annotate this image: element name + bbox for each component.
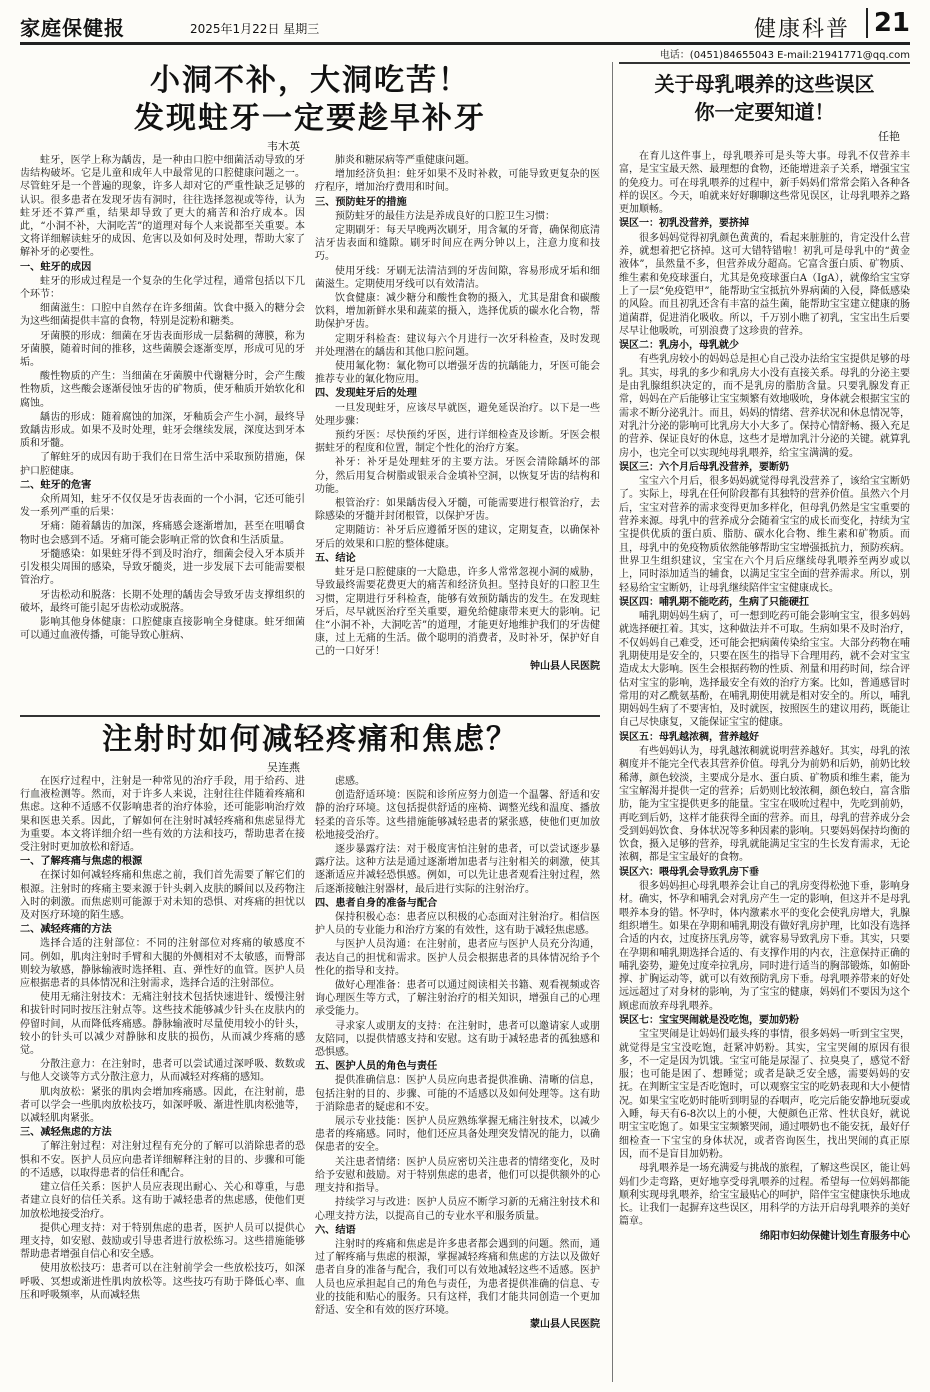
paragraph: 很多妈妈觉得初乳颜色黄黄的，看起来脏脏的，肯定没什么营养，就想着把它挤掉。这可大错特错啦！初乳可是母乳中的“黄金液体”，虽然量不多，但营养成分超高。它富含蛋白质、矿物质、维生素和免疫球蛋白，尤其是免疫球蛋白A（IgA），就像给宝宝穿上了一层“免疫铠甲”，能帮助宝宝抵抗外界病菌的入侵，降低感染的风险。而且初乳还含有丰富的益生菌，能帮助宝宝建立健康的肠道菌群，促进消化吸收。所以，千万别小瞧了初乳，宝宝出生后要尽早让他吸吮，可别浪费了这珍贵的营养。 [619, 232, 910, 337]
paragraph: 根管治疗：如果龋齿侵入牙髓，可能需要进行根管治疗，去除感染的牙髓并封闭根管，以保护牙齿。 [315, 498, 600, 523]
paragraph: 增加经济负担：蛀牙如果不及时补救，可能导致更复杂的医疗程序，增加治疗费用和时间。 [315, 169, 600, 194]
subheading: 误区六：喂母乳会导致乳房下垂 [619, 866, 759, 878]
page-number: 21 [866, 8, 910, 38]
article-injection-column-1 [20, 775, 305, 1375]
right-area [612, 62, 910, 1382]
subheading: 误区三：六个月后母乳没营养，要断奶 [619, 461, 789, 473]
article-injection [20, 721, 600, 1375]
paragraph: 注射时的疼痛和焦虑是许多患者都会遇到的问题。然而，通过了解疼痛与焦虑的根源，掌握减轻疼痛和焦虑的方法以及做好患者自身的准备与配合，我们可以有效地减轻这些不适感。医护人员也应承担起自己的角色与责任，为患者提供准确的信息、专业的技能和贴心的服务。只有这样，我们才能共同创造一个更加舒适、安全和有效的医疗环境。 [315, 1238, 600, 1316]
paragraph: 持续学习与改进：医护人员应不断学习新的无痛注射技术和心理支持方法，以提高自己的专业水平和服务质量。 [315, 1197, 600, 1222]
article-breastfeeding-body [619, 150, 910, 1243]
author-affiliation: 钟山县人民医院 [530, 660, 600, 672]
article-tooth-column-2 [315, 154, 600, 709]
subheading: 一、蛀牙的成因 [20, 261, 92, 273]
paragraph: 定期刷牙：每天早晚两次刷牙，用含氟的牙膏，确保彻底清洁牙齿表面和缝隙。刷牙时间应在两分钟以上，注意力度和技巧。 [315, 225, 600, 263]
article-injection-title: 注射时如何减轻疼痛和焦虑？ [102, 722, 518, 757]
paragraph: 寻求家人或朋友的支持：在注射时，患者可以邀请家人或朋友陪同，以提供情感支持和安慰。这有助于减轻患者的孤独感和恐惧感。 [315, 1020, 600, 1059]
paragraph: 酸性物质的产生：当细菌在牙菌膜中代谢糖分时，会产生酸性物质，这些酸会逐渐侵蚀牙齿的矿物质，使牙釉质开始软化和腐蚀。 [20, 371, 305, 409]
subheading: 误区五：母乳越浓稠，营养越好 [619, 731, 759, 743]
paragraph: 一旦发现蛀牙，应该尽早就医，避免延误治疗。以下是一些处理步骤： [315, 402, 600, 427]
paragraph: 牙菌膜的形成：细菌在牙齿表面形成一层黏稠的薄膜，称为牙菌膜，随着时间的推移，这些菌膜会逐渐变厚，形成可见的牙垢。 [20, 330, 305, 369]
paragraph: 创造舒适环境：医院和诊所应努力创造一个温馨、舒适和安静的治疗环境。这包括提供舒适的座椅、调整光线和温度、播放轻柔的音乐等。这些措施能够减轻患者的紧张感，使他们更加放松地接受治疗。 [315, 790, 600, 841]
paragraph: 定期牙科检查：建议每六个月进行一次牙科检查，及时发现并处理潜在的龋齿和其他口腔问题。 [315, 333, 600, 358]
paragraph: 提供准确信息：医护人员应向患者提供准确、清晰的信息，包括注射的目的、步骤、可能的不适感以及如何处理等。这有助于消除患者的疑虑和不安。 [315, 1075, 600, 1113]
paragraph: 逐步暴露疗法：对于极度害怕注射的患者，可以尝试逐步暴露疗法。这种方法是通过逐渐增加患者与注射相关的刺激，使其逐渐适应并减轻恐惧感。例如，可以先让患者观看注射过程，然后逐渐接触注射器材，最后进行实际的注射治疗。 [315, 844, 600, 895]
article-tooth-column-1 [20, 154, 305, 709]
paragraph: 选择合适的注射部位：不同的注射部位对疼痛的敏感度不同。例如，肌肉注射时手臂和大腿的外侧相对不太敏感，而臀部则较为敏感，静脉输液时选择粗、直、弹性好的血管。医护人员应根据患者的具体情况和注射需求，选择合适的注射部位。 [20, 938, 305, 990]
article-injection-author: 吴连燕 [267, 761, 300, 774]
article-injection-column-2 [315, 775, 600, 1375]
section-name: 健康科普 [753, 17, 850, 42]
paragraph: 了解蛀牙的成因有助于我们在日常生活中采取预防措施，保护口腔健康。 [20, 452, 305, 477]
article-tooth-author: 韦木英 [267, 140, 300, 153]
article-divider [20, 715, 600, 717]
paper-name: 家庭保健报 [20, 16, 125, 40]
subheading: 五、结论 [315, 552, 356, 564]
paragraph: 影响其他身体健康：口腔健康直接影响全身健康。蛀牙细菌可以通过血液传播，可能导致心脏病、 [20, 616, 305, 642]
paragraph: 使用牙线：牙刷无法清洁到的牙齿间隙，容易形成牙垢和细菌滋生。定期使用牙线可以有效清洁。 [315, 265, 600, 290]
paragraph: 肺炎和糖尿病等严重健康问题。 [335, 155, 475, 166]
article-breastfeeding [619, 62, 910, 1243]
paragraph: 有些妈妈认为，母乳越浓稠就说明营养越好。其实，母乳的浓稠度并不能完全代表其营养价值。母乳分为前奶和后奶，前奶比较稀薄，颜色较淡，主要成分是水、蛋白质、矿物质和维生素，能为宝宝解渴并提供一定的营养；后奶则比较浓稠，颜色较白，富含脂肪，能为宝宝提供更多的能量。宝宝在吸吮过程中，先吃到前奶，再吃到后奶，这样才能获得全面的营养。而且，母乳的营养成分会受到妈妈饮食、身体状况等多种因素的影响。只要妈妈保持均衡的饮食，摄入足够的营养，母乳就能满足宝宝的生长发育需求，无论浓稠，都是宝宝最好的食物。 [619, 746, 910, 864]
article-breastfeeding-title-line1: 关于母乳喂养的这些误区 [619, 62, 910, 98]
paragraph: 牙髓感染：如果蛀牙得不到及时治疗，细菌会侵入牙本质并引发根尖周围的感染，导致牙髓炎，进一步发展下去可能需要根管治疗。 [20, 548, 305, 587]
subheading: 四、发现蛀牙后的处理 [315, 388, 417, 400]
paragraph: 使用放松技巧：患者可以在注射前学会一些放松技巧，如深呼吸、冥想或渐进性肌肉放松等。这些技巧有助于降低心率、血压和呼吸频率，从而减轻焦 [20, 1263, 305, 1301]
paragraph: 预约牙医：尽快预约牙医，进行详细检查及诊断。牙医会根据蛀牙的程度和位置，制定个性化的治疗方案。 [315, 430, 600, 455]
paragraph: 牙齿松动和脱落：长期不处理的龋齿会导致牙齿支撑组织的破坏，最终可能引起牙齿松动或脱落。 [20, 589, 305, 614]
paragraph: 很多妈妈担心母乳喂养会让自己的乳房变得松弛下垂，影响身材。确实，怀孕和哺乳会对乳房产生一定的影响，但这并不是母乳喂养本身的错。怀孕时，体内激素水平的变化会使乳房增大，乳腺组织增生。如果在孕期和哺乳期没有做好乳房护理，比如没有选择合适的内衣，过度挤压乳房等，就容易导致乳房下垂。其实，只要在孕期和哺乳期选择合适的、有支撑作用的内衣，注意保持正确的哺乳姿势，避免过度牵拉乳房，同时进行适当的胸部锻炼，如俯卧撑、扩胸运动等，就可以有效预防乳房下垂。母乳喂养带来的好处远远超过了对身材的影响，为了宝宝的健康，妈妈们不要因为这个顾虑而放弃母乳喂养。 [619, 881, 910, 1012]
paragraph: 哺乳期妈妈生病了，可一想到吃药可能会影响宝宝，很多妈妈就选择硬扛着。其实，这种做法并不可取。生病如果不及时治疗，不仅妈妈自己难受，还可能会把病菌传染给宝宝。大部分药物在哺乳期使用是安全的，只要在医生的指导下合理用药，就不会对宝宝造成太大影响。医生会根据药物的性质、剂量和用药时间，综合评估对宝宝的影响，选择最安全有效的治疗方案。比如，普通感冒时常用的对乙酰氨基酚，在哺乳期使用就是相对安全的。所以，哺乳期妈妈生病了不要害怕，及时就医，按照医生的建议用药，既能让自己尽快康复，又能保证宝宝的健康。 [619, 611, 910, 729]
paragraph: 展示专业技能：医护人员应熟练掌握无痛注射技术，以减少患者的疼痛感。同时，他们还应具备处理突发情况的能力，以确保患者的安全。 [315, 1116, 600, 1154]
subheading: 一、了解疼痛与焦虑的根源 [20, 856, 143, 868]
author-affiliation: 绵阳市妇幼保健计划生育服务中心 [760, 1230, 910, 1242]
paragraph: 蛀牙是口腔健康的一大隐患，许多人常常忽视小洞的威胁，导致最终需要花费更大的痛苦和经济负担。坚持良好的口腔卫生习惯，定期进行牙科检查，能够有效预防龋齿的发生。在发现蛀牙后，尽早就医治疗至关重要，避免给健康带来更大的影响。记住“小洞不补，大洞吃苦”的道理，才能更好地维护我们的牙齿健康，过上无痛的生活。做个聪明的消费者，及时补牙，保护好自己的一口好牙！ [315, 567, 600, 658]
paragraph: 做好心理准备：患者可以通过阅读相关书籍、观看视频或咨询心理医生等方式，了解注射治疗的相关知识，增强自己的心理承受能力。 [315, 980, 600, 1018]
paragraph: 定期随访：补牙后应遵循牙医的建议，定期复查，以确保补牙后的效果和口腔的整体健康。 [315, 525, 600, 550]
paragraph: 在探讨如何减轻疼痛和焦虑之前，我们首先需要了解它们的根源。注射时的疼痛主要来源于针头刺入皮肤的瞬间以及药物注入时的刺激。而焦虑则可能源于对未知的恐惧、对疼痛的担忧以及对医疗环境的陌生感。 [20, 870, 305, 922]
paragraph: 使用氟化物：氟化物可以增强牙齿的抗龋能力，牙医可能会推荐专业的氟化物应用。 [315, 361, 600, 386]
paragraph: 分散注意力：在注射时，患者可以尝试通过深呼吸、数数或与他人交谈等方式分散注意力，从而减轻对疼痛的感知。 [20, 1059, 305, 1084]
paragraph: 虑感。 [335, 776, 365, 787]
paragraph: 预防蛀牙的最佳方法是养成良好的口腔卫生习惯： [335, 210, 555, 222]
article-breastfeeding-author: 任艳 [878, 130, 900, 143]
paragraph: 牙痛：随着龋齿的加深，疼痛感会逐渐增加，甚至在咀嚼食物时也会感到不适。牙痛可能会影响正常的饮食和生活质量。 [20, 521, 305, 546]
article-breastfeeding-title-line2: 你一定要知道！ [694, 100, 835, 124]
subheading: 二、蛀牙的危害 [20, 479, 92, 491]
subheading: 六、结语 [315, 1224, 356, 1236]
paragraph: 众所周知，蛀牙不仅仅是牙齿表面的一个小洞，它还可能引发一系列严重的后果： [20, 494, 305, 519]
paragraph: 与医护人员沟通：在注射前，患者应与医护人员充分沟通，表达自己的担忧和需求。医护人员会根据患者的具体情况给予个性化的指导和支持。 [315, 939, 600, 977]
paragraph: 母乳喂养是一场充满爱与挑战的旅程，了解这些误区，能让妈妈们少走弯路，更好地享受母乳喂养的过程。希望每一位妈妈都能顺利实现母乳喂养，给宝宝最贴心的呵护，陪伴宝宝健康快乐地成长。让我们一起摒弃这些误区，用科学的方法开启母乳喂养的美好篇章。 [619, 1163, 910, 1228]
article-tooth-title-line2: 发现蛀牙一定要趁早补牙 [134, 101, 486, 136]
paragraph: 肌肉放松：紧张的肌肉会增加疼痛感。因此，在注射前，患者可以学会一些肌肉放松技巧，如深呼吸、渐进性肌肉松弛等，以减轻肌肉紧张。 [20, 1086, 305, 1125]
subheading: 三、预防蛀牙的措施 [315, 196, 407, 208]
article-tooth-title-line1: 小洞不补，大洞吃苦！ [150, 63, 470, 98]
paragraph: 使用无痛注射技术：无痛注射技术包括快速进针、缓慢注射和拔针时同时按压注射点等。这些技术能够减少针头在皮肤内的停留时间，从而降低疼痛感。静脉输液时尽量使用较小的针头，较小的针头可以减少对静脉和皮肤的损伤，从而减少疼痛的感觉。 [20, 992, 305, 1057]
paragraph: 补牙：补牙是处理蛀牙的主要方法。牙医会清除龋坏的部分，然后用复合树脂或银汞合金填补空洞，以恢复牙齿的结构和功能。 [315, 457, 600, 495]
subheading: 四、患者自身的准备与配合 [315, 897, 438, 909]
paragraph: 宝宝六个月后，很多妈妈就觉得母乳没营养了，该给宝宝断奶了。实际上，母乳在任何阶段都有其独特的营养价值。虽然六个月后，宝宝对营养的需求变得更加多样化，但母乳仍然是宝宝重要的营养来源。母乳中的营养成分会随着宝宝的成长而变化，持续为宝宝提供优质的蛋白质、脂肪、碳水化合物、维生素和矿物质。而且，母乳中的免疫物质依然能够帮助宝宝增强抵抗力，预防疾病。世界卫生组织建议，宝宝在六个月后应继续母乳喂养至两岁或以上，同时添加适当的辅食，以满足宝宝全面的营养需求。所以，别轻易给宝宝断奶，让母乳继续陪伴宝宝健康成长。 [619, 476, 910, 594]
paragraph: 宝宝哭闹是让妈妈们最头疼的事情，很多妈妈一听到宝宝哭，就觉得是宝宝没吃饱，赶紧冲奶粉。其实，宝宝哭闹的原因有很多，不一定是因为饥饿。宝宝可能是尿湿了、拉臭臭了，感觉不舒服；也可能是困了、想睡觉；或者是缺乏安全感，需要妈妈的安抚。在判断宝宝是否吃饱时，可以观察宝宝的吃奶表现和大小便情况。如果宝宝吃奶时能听到明显的吞咽声，吃完后能安静地玩耍或入睡，每天有6-8次以上的小便，大便颜色正常、性状良好，就说明宝宝吃饱了。如果宝宝频繁哭闹，通过喂奶也不能安抚，最好仔细检查一下宝宝的身体状况，或者咨询医生，找出哭闹的真正原因，而不是盲目加奶粉。 [619, 1029, 910, 1160]
article-tooth [20, 62, 600, 709]
paragraph: 有些乳房较小的妈妈总是担心自己没办法给宝宝提供足够的母乳。其实，母乳的多少和乳房大小没有直接关系。母乳的分泌主要是由乳腺组织决定的，而不是乳房的脂肪含量。只要乳腺发育正常，妈妈在产后能够让宝宝频繁有效地吸吮，身体就会根据宝宝的需求不断分泌乳汁。而且，妈妈的情绪、营养状况和休息情况等，对乳汁分泌的影响可比乳房大小大多了。保持心情舒畅、摄入充足的营养、保证良好的休息，这些才是增加乳汁分泌的关键。就算乳房小，也完全可以实现纯母乳喂养，给宝宝满满的爱。 [619, 354, 910, 459]
paragraph: 建立信任关系：医护人员应表现出耐心、关心和尊重，与患者建立良好的信任关系。这有助于减轻患者的焦虑感，使他们更加放松地接受治疗。 [20, 1182, 305, 1220]
paragraph: 蛀牙，医学上称为龋齿，是一种由口腔中细菌活动导致的牙齿结构破坏。它是儿童和成年人中最常见的口腔健康问题之一。尽管蛀牙是一个普遍的现象，许多人却对它的严重性缺乏足够的认识。很多患者在发现牙齿有洞时，往往选择忽视或等待，认为蛀牙还不算严重，结果却导致了更大的痛苦和治疗成本。因此，“小洞不补，大洞吃苦”的道理对每个人来说都至关重要。本文将详细解读蛀牙的成因、危害以及如何及时处理，帮助大家了解补牙的必要性。 [20, 155, 305, 259]
paragraph: 了解注射过程：对注射过程有充分的了解可以消除患者的恐惧和不安。医护人员应向患者详细解释注射的目的、步骤和可能的不适感，以取得患者的信任和配合。 [20, 1141, 305, 1179]
paragraph: 在育儿这件事上，母乳喂养可是头等大事。母乳不仅营养丰富，是宝宝最天然、最理想的食物，还能增进亲子关系，增强宝宝的免疫力。可在母乳喂养的过程中，新手妈妈们常常会陷入各种各样的误区。今天，咱就来好好聊聊这些常见误区，让母乳喂养之路更加顺畅。 [619, 151, 910, 216]
subheading: 误区七：宝宝哭闹就是没吃饱，要加奶粉 [619, 1015, 799, 1026]
paragraph: 龋齿的形成：随着腐蚀的加深，牙釉质会产生小洞，最终导致龋齿形成。如果不及时处理，蛀牙会继续发展，深度达到牙本质和牙髓。 [20, 411, 305, 450]
subheading: 二、减轻疼痛的方法 [20, 924, 112, 936]
issue-date: 2025年1月22日 星期三 [190, 22, 320, 36]
paragraph: 在医疗过程中，注射是一种常见的治疗手段，用于给药、进行血液检测等。然而，对于许多人来说，注射往往伴随着疼痛和焦虑。这种不适感不仅影响患者的治疗体验，还可能影响治疗效果和医患关系。因此，了解如何在注射时减轻疼痛和焦虑显得尤为重要。本文将详细介绍一些有效的方法和技巧，帮助患者在接受注射时更加放松和舒适。 [20, 776, 305, 854]
paragraph: 提供心理支持：对于特别焦虑的患者，医护人员可以提供心理支持，如安慰、鼓励或引导患者进行放松练习。这些措施能够帮助患者增强自信心和安全感。 [20, 1222, 305, 1261]
subheading: 误区二：乳房小，母乳就少 [619, 340, 739, 352]
paragraph: 细菌滋生：口腔中自然存在许多细菌。饮食中摄入的糖分会为这些细菌提供丰富的食物，特别是淀粉和糖类。 [20, 303, 305, 328]
subheading: 误区四：哺乳期不能吃药，生病了只能硬扛 [619, 596, 809, 608]
author-affiliation: 蒙山县人民医院 [530, 1319, 600, 1331]
left-area [20, 62, 600, 1382]
paragraph: 关注患者情绪：医护人员应密切关注患者的情绪变化，及时给予安慰和鼓励。对于特别焦虑的患者，他们可以提供额外的心理支持和指导。 [315, 1156, 600, 1195]
subheading: 三、减轻焦虑的方法 [20, 1127, 112, 1139]
paragraph: 保持积极心态：患者应以积极的心态面对注射治疗。相信医护人员的专业能力和治疗方案的有效性，这有助于减轻焦虑感。 [315, 912, 600, 937]
paragraph: 饮食健康：减少糖分和酸性食物的摄入，尤其是甜食和碳酸饮料，增加新鲜水果和蔬菜的摄入，选择优质的碳水化合物，帮助保护牙齿。 [315, 293, 600, 331]
contact-info: 电话：(0451)84655043 E-mail:21941771@qq.com [659, 50, 910, 61]
subheading: 五、医护人员的角色与责任 [315, 1061, 438, 1073]
subheading: 误区一：初乳没营养，要挤掉 [619, 218, 749, 230]
page-header [20, 8, 910, 45]
paragraph: 蛀牙的形成过程是一个复杂的生化学过程，通常包括以下几个环节： [20, 275, 305, 301]
